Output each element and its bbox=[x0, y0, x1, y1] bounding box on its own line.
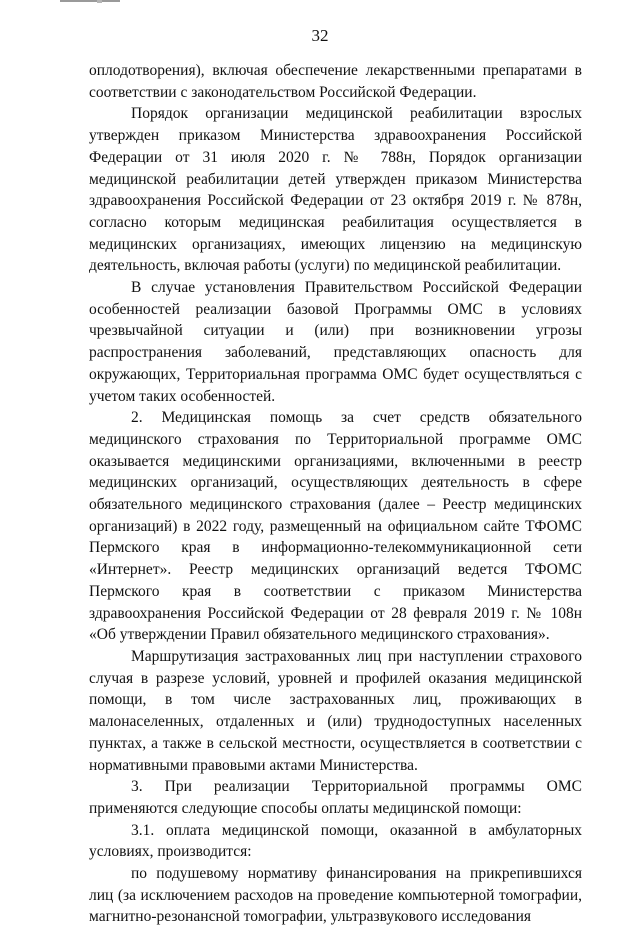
scan-dust-mark bbox=[97, 0, 102, 3]
page-number: 32 bbox=[311, 26, 329, 45]
paragraph-per-capita-norm: по подушевому нормативу финансирования на прикрепившихся лиц (за исключением расходов на проведение компьютерной томографии, магнитно-резонансной томографии, ультразвукового исследования bbox=[89, 865, 582, 926]
document-body bbox=[89, 60, 582, 928]
paragraph-rehabilitation-order: Порядок организации медицинской реабилитации взрослых утвержден приказом Министерства здравоохранения Российской Федерации от 31 июля 2020 г. № 788н, Порядок организации медицинской реабилитации детей утвержден приказом Министерства здравоохранения Российской Федерации от 23 октября 2019 г. № 878н, согласно которым медицинская реабилитация осуществляется в медицинских организациях, имеющих лицензию на медицинскую деятельность, включая работы (услуги) по медицинской реабилитации. bbox=[89, 105, 582, 275]
paragraph-payment-methods: 3. При реализации Территориальной программы ОМС применяются следующие способы оплаты медицинской помощи: bbox=[89, 778, 582, 817]
paragraph-routing: Маршрутизация застрахованных лиц при наступлении страхового случая в разрезе условий, уровней и профилей оказания медицинской помощи, в том числе застрахованных лиц, проживающих в малонаселенных, отдаленных и (или) труднодоступных населенных пунктах, а также в сельской местности, осуществляется в соответствии с нормативными правовыми актами Министерства. bbox=[89, 647, 582, 774]
paragraph-oms-medical-care: 2. Медицинская помощь за счет средств обязательного медицинского страхования по Территориальной программе ОМС оказывается медицинскими организациями, включенными в реестр медицинских организаций, осуществляющих деятельность в сфере обязательного медицинского страхования (далее – Реестр медицинских организаций) в 2022 году, размещенный на официальном сайте ТФОМС Пермского края в информационно-телекоммуникационной сети «Интернет». Реестр медицинских организаций ведется ТФОМС Пермского края в соответствии с приказом Министерства здравоохранения Российской Федерации от 28 февраля 2019 г. № 108н «Об утверждении Правил обязательного медицинского страхования». bbox=[89, 409, 582, 644]
paragraph-continuation: оплодотворения), включая обеспечение лекарственными препаратами в соответствии с законодательством Российской Федерации. bbox=[89, 62, 582, 101]
paragraph-outpatient-payment: 3.1. оплата медицинской помощи, оказанной в амбулаторных условиях, производится: bbox=[89, 821, 582, 861]
scan-edge-mark bbox=[60, 0, 120, 2]
paragraph-emergency-situation: В случае установления Правительством Российской Федерации особенностей реализации базовой Программы ОМС в условиях чрезвычайной ситуации и (или) при возникновении угрозы распространения заболеваний, представляющих опасность для окружающих, Территориальная программа ОМС будет осуществляться с учетом таких особенностей. bbox=[89, 279, 582, 405]
